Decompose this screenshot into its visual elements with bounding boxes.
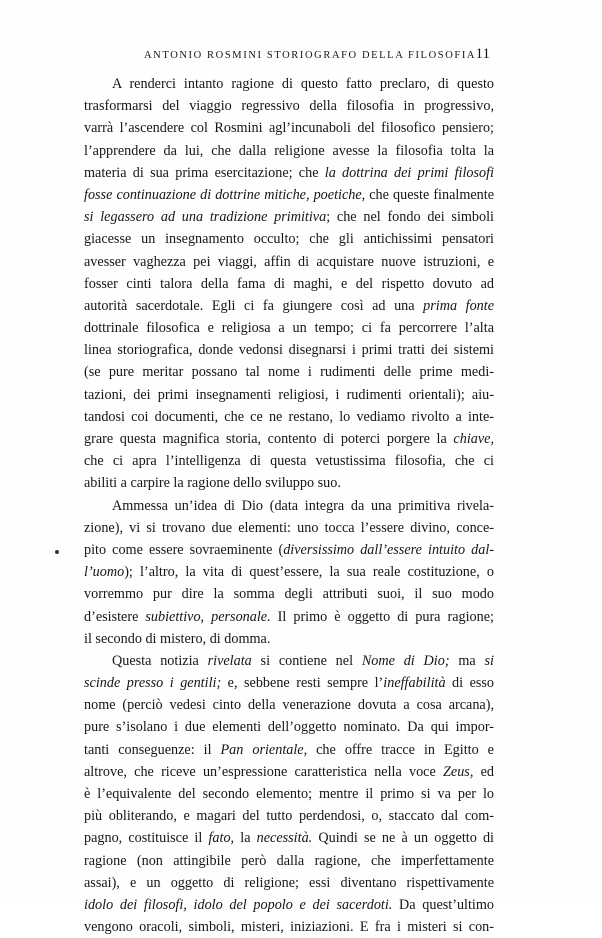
text-run: A renderci intanto ragione di questo fatto preclaro, di questo [112, 76, 494, 92]
text-line [84, 95, 494, 117]
italic-text: l’uomo [84, 564, 125, 581]
text-run: che queste finalmente [365, 186, 494, 203]
italic-text: Zeus, [443, 763, 474, 780]
text-line [84, 361, 494, 383]
text-line [84, 716, 494, 738]
text-run: pito come essere sovraeminente ( [84, 541, 284, 558]
text-run: vengono oracoli, simboli, misteri, iniziazioni. E fra i misteri si con- [84, 919, 494, 936]
text-run: pagno, costituisce il [84, 830, 209, 847]
italic-text: si [484, 652, 494, 669]
text-line [84, 561, 494, 583]
text-run: materia di sua prima esercitazione; che [84, 164, 325, 181]
text-run: fosser cinti talora della fama di maghi, e del rispetto dovuto ad [84, 275, 494, 292]
text-run: nome (perciò vedesi cinto della venerazione dovuta a cosa arcana), [84, 697, 494, 714]
text-line [84, 606, 494, 628]
text-line [84, 850, 494, 872]
text-run: Il primo è oggetto di pura ragione; [270, 608, 494, 625]
text-line [84, 894, 494, 916]
text-line [84, 761, 494, 783]
italic-text: fosse continuazione di dottrine mitiche, poetiche, [84, 186, 366, 203]
text-run: è l’equivalente del secondo elemento; mentre il primo si va per lo [84, 786, 494, 802]
text-run: l’apprendere da lui, che dalla religione avesse la filosofia tolta la [84, 142, 494, 159]
margin-mark [55, 550, 59, 554]
running-head [84, 48, 494, 70]
text-run: grare questa magnifica storia, contento di poterci porgere la [84, 431, 454, 447]
text-run: la [234, 830, 257, 847]
italic-text: prima fonte [423, 297, 494, 314]
italic-text: Nome di Dio; [361, 652, 450, 669]
text-line [84, 495, 494, 517]
italic-text: subiettivo, personale. [145, 608, 271, 625]
text-line [84, 140, 494, 162]
text-run: (se pure meritar possano tal nome i rudimenti delle prime medi- [84, 364, 494, 381]
text-line [84, 384, 494, 406]
running-title: ANTONIO ROSMINI STORIOGRAFO DELLA FILOSOFIA [144, 50, 477, 61]
text-line [84, 694, 494, 716]
text-run: tanti conseguenze: il [84, 741, 221, 758]
italic-text: diversissimo dall’essere intuito dal- [283, 541, 494, 558]
text-line [84, 228, 494, 250]
text-line [84, 872, 494, 894]
page-number: 11 [475, 46, 490, 62]
text-run: vorremmo pur dire la somma degli attributi suoi, il suo modo [84, 586, 494, 603]
text-line [84, 916, 494, 938]
text-line [84, 783, 494, 805]
text-run: ma [449, 652, 485, 669]
text-run: Quindi se ne à un oggetto di [312, 830, 494, 847]
text-line [84, 539, 494, 561]
text-run: tandosi coi documenti, che ce ne restano, lo vediamo rivolto a inte- [84, 408, 494, 425]
text-run: pure s’isolano i due elementi dell’oggetto nominato. Da qui impor- [84, 719, 494, 736]
text-run: che offre tracce in Egitto e [307, 741, 494, 758]
text-line [84, 805, 494, 827]
text-line [84, 650, 494, 672]
text-run: varrà l’ascendere col Rosmini agl’incunaboli del filosofico pensiero; [84, 120, 494, 137]
text-run: avesser vaghezza pei viaggi, affin di acquistare nuove istruzioni, e [84, 253, 494, 270]
text-run: assai), e un oggetto di religione; essi diventano rispettivamente [84, 874, 494, 891]
italic-text: Pan orientale, [220, 741, 308, 758]
text-line [84, 339, 494, 361]
text-run: abiliti a carpire la ragione dello sviluppo suo. [84, 475, 341, 492]
text-line [84, 517, 494, 539]
text-line [84, 206, 494, 228]
italic-text: idolo dei filosofi, idolo del popolo e dei sacerdoti. [84, 896, 393, 913]
text-line [84, 672, 494, 694]
italic-text: scinde presso i gentili; [84, 675, 222, 692]
text-line [84, 184, 494, 206]
text-line [84, 251, 494, 273]
text-line [84, 583, 494, 605]
italic-text: si legassero ad una tradizione primitiva [84, 209, 327, 226]
text-run: il secondo di mistero, di domma. [84, 630, 271, 647]
text-line [84, 428, 494, 450]
text-run: ed [473, 763, 494, 780]
text-line [84, 162, 494, 184]
text-run: ; che nel fondo dei simboli [326, 209, 494, 226]
text-run: che ci apra l’intelligenza di questa vetustissima filosofia, che ci [84, 453, 494, 470]
text-run: autorità sacerdotale. Egli ci fa giungere così ad una [84, 297, 424, 314]
text-line [84, 628, 494, 650]
text-run: e, sebbene resti sempre l’ [221, 675, 384, 692]
text-run: dottrinale filosofica e religiosa a un tempo; ci fa percorrere l’alta [84, 320, 494, 337]
body-text [84, 73, 494, 938]
text-run: altrove, che riceve un’espressione caratteristica nella voce [84, 763, 444, 780]
italic-text: la dottrina dei primi filosofi [324, 164, 494, 181]
text-line [84, 739, 494, 761]
text-line [84, 406, 494, 428]
text-line [84, 273, 494, 295]
text-run: ragione (non attingibile però dalla ragione, che imperfettamente [84, 852, 494, 869]
text-line [84, 295, 494, 317]
text-run: giacesse un insegnamento occulto; che gli antichissimi pensatori [84, 231, 494, 248]
text-line [84, 827, 494, 849]
text-run: trasformarsi del viaggio regressivo della filosofia in progressivo, [84, 98, 494, 115]
italic-text: fato, [208, 830, 235, 847]
text-line [84, 73, 494, 95]
italic-text: necessità. [256, 830, 313, 847]
text-line [84, 472, 494, 494]
text-run: d’esistere [84, 608, 146, 625]
text-line [84, 117, 494, 139]
text-run: Questa notizia [112, 652, 208, 669]
text-line [84, 317, 494, 339]
text-run: zione), vi si trovano due elementi: uno tocca l’essere divino, conce- [84, 519, 494, 536]
italic-text: chiave, [453, 431, 494, 447]
text-run: Ammessa un’idea di Dio (data integra da una primitiva rivela- [112, 497, 494, 514]
text-run: linea storiografica, donde vedonsi disegnarsi i primi tratti dei sistemi [84, 342, 494, 359]
text-run: si contiene nel [251, 652, 362, 669]
text-run: Da quest’ultimo [392, 896, 495, 913]
italic-text: ineffabilità [383, 675, 446, 692]
text-run: di esso [445, 675, 495, 692]
text-run: più obliterando, e magari del tutto perdendosi, o, staccato dal com- [84, 808, 494, 825]
text-run: tazioni, dei primi insegnamenti religiosi, i rudimenti orientali); aiu- [84, 386, 494, 403]
text-run: ); l’altro, la vita di quest’essere, la sua reale costituzione, o [124, 564, 494, 581]
text-line [84, 450, 494, 472]
italic-text: rivelata [207, 652, 252, 669]
